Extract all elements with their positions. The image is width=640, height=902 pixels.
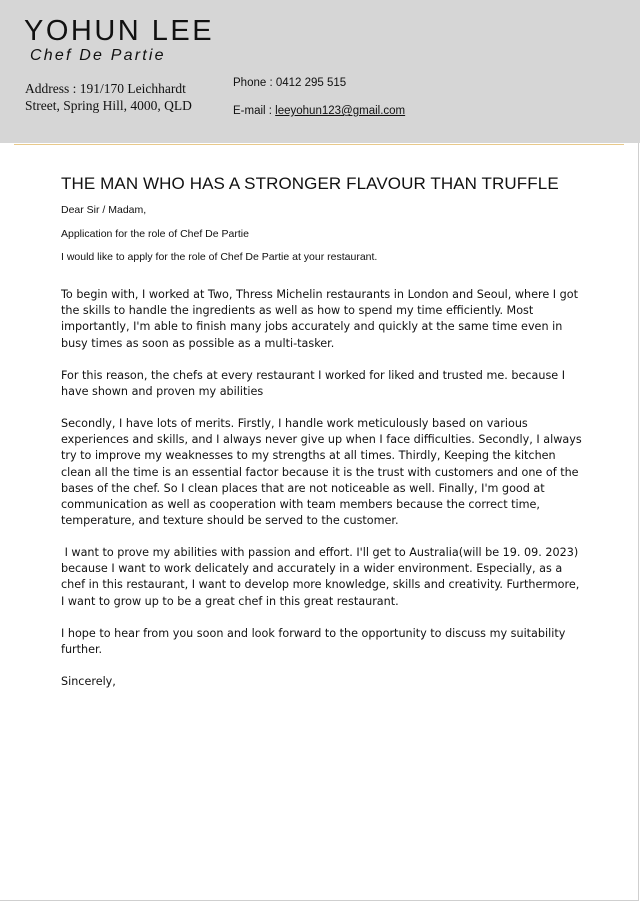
email-link[interactable]: leeyohun123@gmail.com [275, 105, 406, 117]
paragraph: I hope to hear from you soon and look forward to the opportunity to discuss my suitability further. [61, 627, 566, 657]
address-text: Address : 191/170 Leichhardt Street, Spring Hill, 4000, QLD [25, 81, 192, 113]
letter-title: THE MAN WHO HAS A STRONGER FLAVOUR THAN TRUFFLE [61, 174, 559, 193]
header-divider [14, 144, 624, 145]
closing: Sincerely, [61, 675, 116, 688]
paragraph: Secondly, I have lots of merits. Firstly, I handle work meticulously based on various experiences and skills, and I always never give up when I face difficulties. Secondly, I always try to improve my weaknesses to my strengths at all times. Thirdly, Keeping the kitchen clean all the time is an essential factor because it is the trust with customers and one of the bases of the chef. So I clean places that are not noticeable as well. Finally, I'm good at communication as well as cooperation with team members because the correct time, temperature, and texture should be served to the customer. [61, 417, 582, 528]
paragraph: To begin with, I worked at Two, Thress Michelin restaurants in London and Seoul, where I got the skills to handle the ingredients as well as how to spend my time efficiently. Most importantly, I'm able to finish many jobs accurately and quickly at the same time even in busy times as soon as possible as a multi-tasker. [61, 288, 578, 350]
applicant-name: YOHUN LEE [24, 15, 215, 47]
paragraph: I want to prove my abilities with passion and effort. I'll get to Australia(will be 19. 09. 2023) because I want to work delicately and accurately in a wider environment. Especially, as a chef in this restaurant, I want to develop more knowledge, skills and creativity. Furthermore, I want to grow up to be a great chef in this great restaurant. [61, 546, 583, 608]
email-line [233, 104, 405, 118]
paragraph: For this reason, the chefs at every restaurant I worked for liked and trusted me. because I have shown and proven my abilities [61, 369, 566, 399]
applicant-role: Chef De Partie [30, 47, 166, 64]
header-banner [0, 0, 640, 143]
salutation: Dear Sir / Madam, [61, 204, 147, 216]
intro-line: I would like to apply for the role of Chef De Partie at your restaurant. [61, 251, 378, 263]
subject-line: Application for the role of Chef De Partie [61, 228, 249, 240]
email-label: E-mail : [233, 105, 276, 117]
phone-text: Phone : 0412 295 515 [233, 77, 347, 89]
